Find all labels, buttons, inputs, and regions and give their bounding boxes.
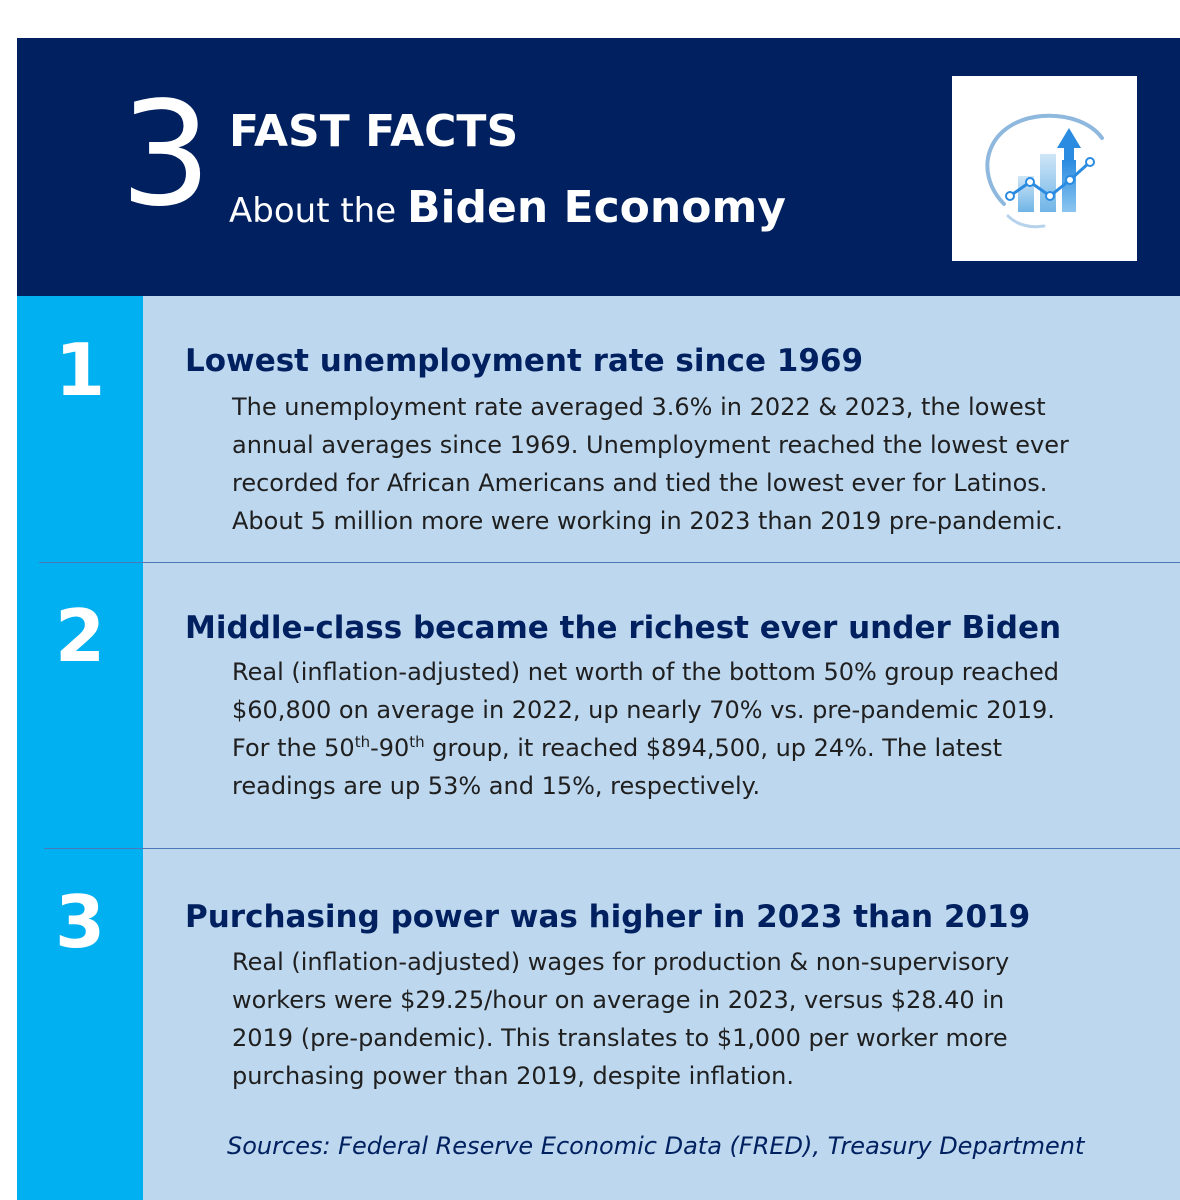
- side-number-strip: [17, 296, 143, 1200]
- ordinal-suffix: th: [409, 733, 425, 751]
- fact-body-2: [232, 653, 1132, 805]
- text-segment: group, it reached $894,500, up 24%. The latest: [424, 734, 1002, 762]
- fact-line: $60,800 on average in 2022, up nearly 70% vs. pre-pandemic 2019.: [232, 696, 1055, 724]
- fact-number-3: 3: [54, 880, 106, 964]
- fast-facts-card: [17, 38, 1180, 1200]
- fact-line: annual averages since 1969. Unemployment reached the lowest ever: [232, 431, 1069, 459]
- text-segment: -90: [370, 734, 410, 762]
- growth-chart-icon: [952, 76, 1137, 261]
- fact-number-1: 1: [54, 328, 106, 412]
- fact-line: The unemployment rate averaged 3.6% in 2022 & 2023, the lowest: [232, 393, 1046, 421]
- title-emphasis: Biden Economy: [406, 182, 786, 233]
- fact-line: About 5 million more were working in 2023 than 2019 pre-pandemic.: [232, 507, 1063, 535]
- sources-note: Sources: Federal Reserve Economic Data (FRED), Treasury Department: [227, 1132, 1085, 1160]
- title-fast-facts: FAST FACTS: [229, 106, 519, 157]
- fact-line: purchasing power than 2019, despite inflation.: [232, 1062, 794, 1090]
- fact-line: readings are up 53% and 15%, respectively.: [232, 772, 761, 800]
- title-prefix: About the: [229, 191, 407, 231]
- fact-body-3: [232, 943, 1132, 1095]
- logo-box: [952, 76, 1137, 261]
- fact-title-3: Purchasing power was higher in 2023 than 2019: [185, 899, 1031, 935]
- fact-title-1: Lowest unemployment rate since 1969: [185, 343, 864, 379]
- text-segment: For the 50: [232, 734, 355, 762]
- fact-title-2: Middle-class became the richest ever under Biden: [185, 610, 1062, 646]
- fact-line: recorded for African Americans and tied the lowest ever for Latinos.: [232, 469, 1048, 497]
- divider-2: [44, 848, 1180, 849]
- header-banner: [17, 38, 1180, 296]
- fact-line-superscript: [232, 729, 1132, 767]
- ordinal-suffix: th: [354, 733, 371, 751]
- fact-line: Real (inflation-adjusted) wages for production & non-supervisory: [232, 948, 1010, 976]
- fact-line: workers were $29.25/hour on average in 2023, versus $28.40 in: [232, 986, 1005, 1014]
- title-subline: [229, 182, 786, 233]
- divider-1: [39, 562, 1180, 563]
- fact-line: 2019 (pre-pandemic). This translates to $1,000 per worker more: [232, 1024, 1008, 1052]
- big-number: 3: [120, 70, 212, 238]
- fact-number-2: 2: [54, 594, 106, 678]
- fact-body-1: [232, 388, 1132, 540]
- fact-line: Real (inflation-adjusted) net worth of the bottom 50% group reached: [232, 658, 1059, 686]
